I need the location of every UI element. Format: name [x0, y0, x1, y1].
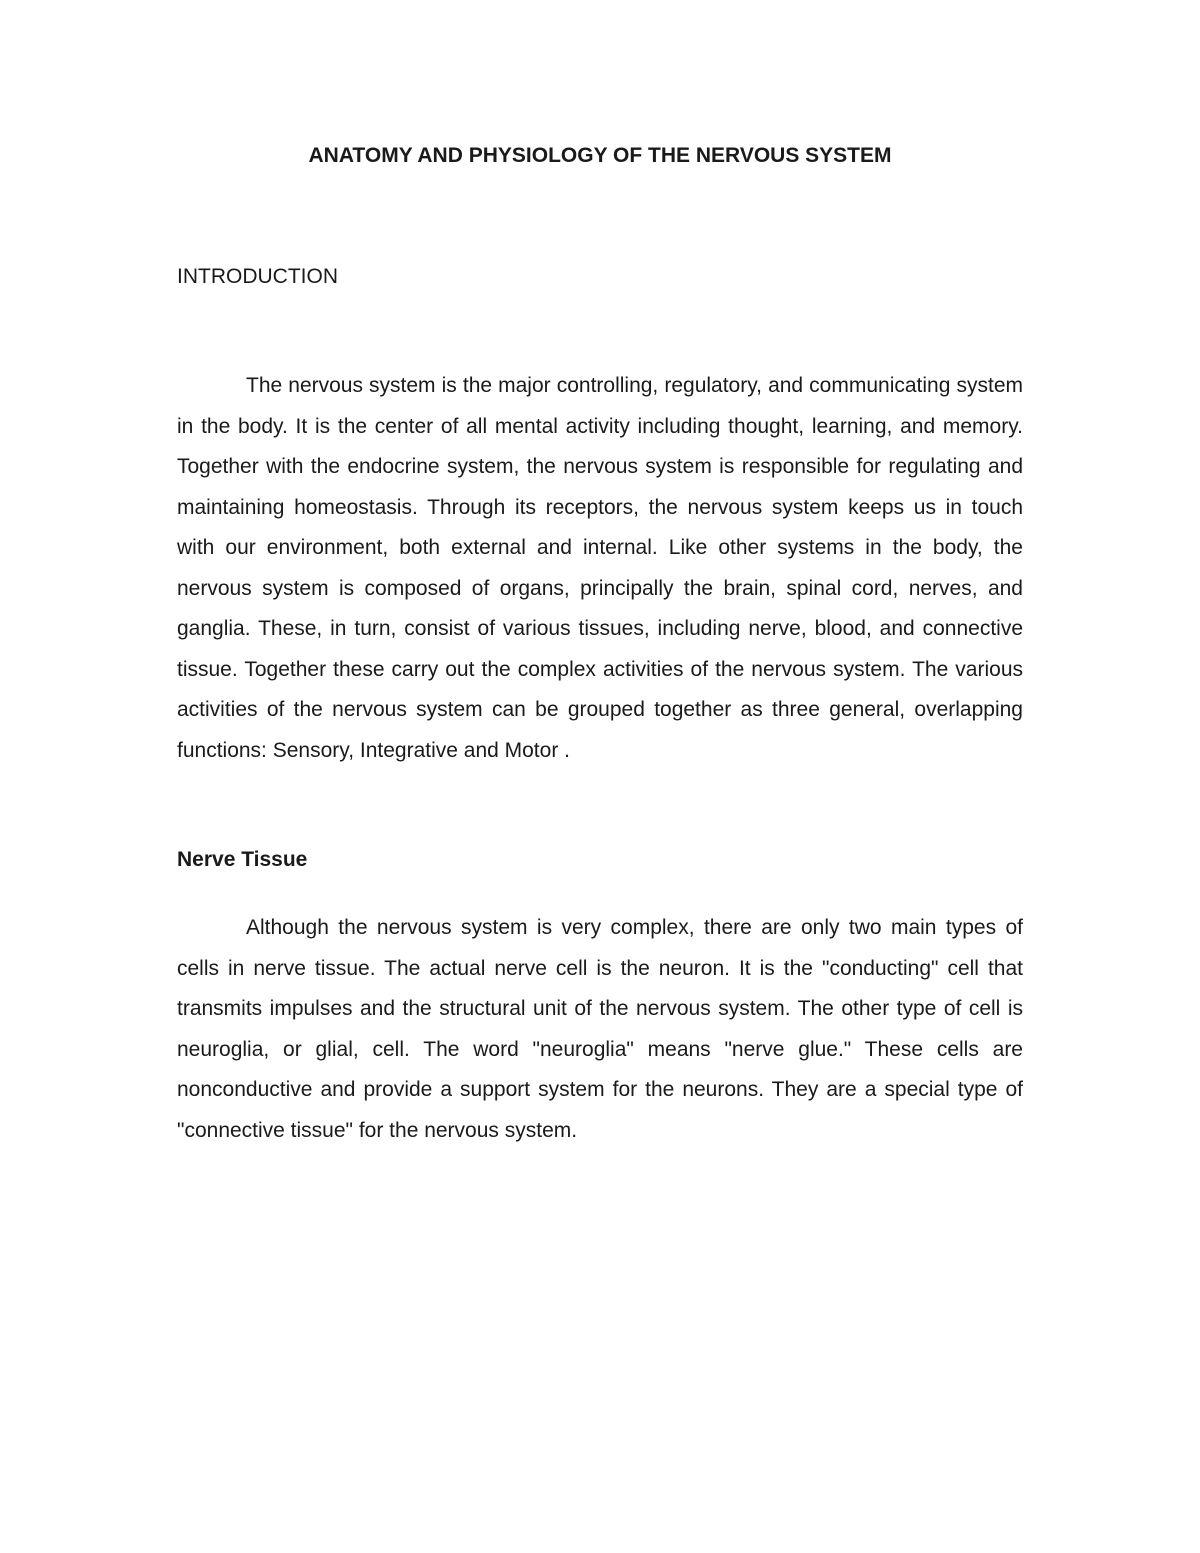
- introduction-paragraph: The nervous system is the major controlling, regulatory, and communicating system in the body. It is the center of all mental activity including thought, learning, and memory. Together with the endocrine system, the nervous system is responsible for regulating and maintaining homeostasis. Through its receptors, the nervous system keeps us in touch with our environment, both external and internal. Like other systems in the body, the nervous system is composed of organs, principally the brain, spinal cord, nerves, and ganglia. These, in turn, consist of various tissues, including nerve, blood, and connective tissue. Together these carry out the complex activities of the nervous system. The various activities of the nervous system can be grouped together as three general, overlapping functions: Sensory, Integrative and Motor .: [177, 374, 1023, 762]
- document-title: ANATOMY AND PHYSIOLOGY OF THE NERVOUS SYSTEM: [308, 144, 892, 167]
- nerve-tissue-paragraph: Although the nervous system is very complex, there are only two main types of cells in nerve tissue. The actual nerve cell is the neuron. It is the "conducting" cell that transmits impulses and the structural unit of the nervous system. The other type of cell is neuroglia, or glial, cell. The word "neuroglia" means "nerve glue." These cells are nonconductive and provide a support system for the neurons. They are a special type of "connective tissue" for the nervous system.: [177, 916, 1023, 1142]
- nerve-tissue-heading: Nerve Tissue: [177, 848, 308, 871]
- introduction-heading: INTRODUCTION: [177, 265, 338, 288]
